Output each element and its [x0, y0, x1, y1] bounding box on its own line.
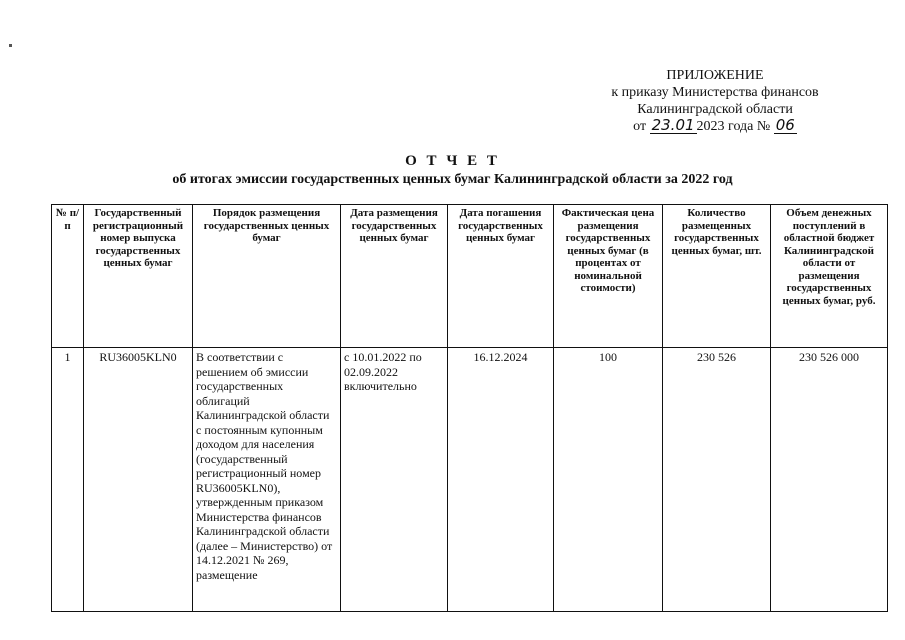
header-amount: Объем денежных поступлений в областной бюджет Калининградской области от размещения государственных ценных бумаг, руб. [771, 205, 888, 348]
cell-num: 1 [52, 348, 84, 612]
annex-line-1: к приказу Министерства финансов [611, 85, 819, 100]
header-maturity-date: Дата погашения государственных ценных бумаг [448, 205, 554, 348]
annex-block [585, 67, 845, 135]
annex-date-line [585, 118, 845, 135]
handwritten-date: 23.01 [651, 116, 695, 134]
annex-line-2: Калининградской области [637, 102, 793, 117]
header-placement-date: Дата размещения государственных ценных бумаг [341, 205, 448, 348]
annex-date-prefix: от [633, 119, 647, 134]
cell-actual-price: 100 [554, 348, 663, 612]
scan-speck [9, 44, 12, 47]
cell-placement-date: с 10.01.2022 по 02.09.2022 включительно [341, 348, 448, 612]
cell-quantity: 230 526 [663, 348, 771, 612]
table-row [52, 348, 888, 612]
cell-maturity-date: 16.12.2024 [448, 348, 554, 612]
report-title: О Т Ч Е Т [405, 153, 500, 169]
table-header-row [52, 205, 888, 348]
emission-report-table [51, 204, 888, 612]
header-quantity: Количество размещенных государственных ценных бумаг, шт. [663, 205, 771, 348]
cell-reg-number: RU36005KLN0 [84, 348, 193, 612]
header-actual-price: Фактическая цена размещения государственных ценных бумаг (в процентах от номинальной стоимости) [554, 205, 663, 348]
cell-placement-order: В соответствии с решением об эмиссии государственных облигаций Калининградской области с постоянным купонным доходом для населения (государственный регистрационный номер RU36005KLN0), утвержденным приказом Министерства финансов Калининградской области (далее – Министерство) от 14.12.2021 № 269, размещение [193, 348, 341, 612]
header-placement-order: Порядок размещения государственных ценных бумаг [193, 205, 341, 348]
annex-date-suffix: 2023 года № [696, 119, 771, 134]
annex-title: ПРИЛОЖЕНИЕ [666, 68, 764, 83]
report-subtitle: об итогах эмиссии государственных ценных бумаг Калининградской области за 2022 год [172, 172, 733, 187]
header-num: № п/п [52, 205, 84, 348]
handwritten-number: 06 [775, 116, 795, 134]
header-reg-number: Государственный регистрационный номер выпуска государственных ценных бумаг [84, 205, 193, 348]
cell-amount: 230 526 000 [771, 348, 888, 612]
